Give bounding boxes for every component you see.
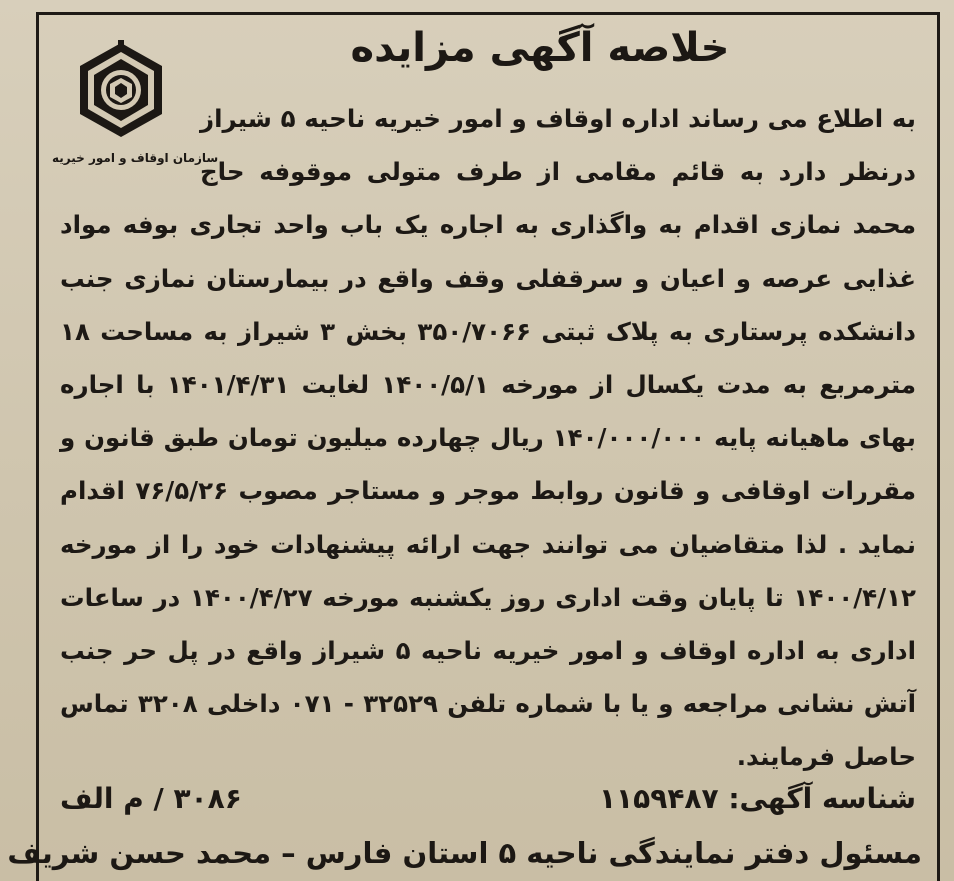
footer-signature: مسئول دفتر نمایندگی ناحیه ۵ استان فارس – محمد حسن شریف: [7, 836, 922, 870]
notice-body: [60, 92, 916, 784]
logo-spacer: [60, 92, 200, 192]
code-row: [60, 776, 916, 822]
reference-code: ۳۰۸۶ / م الف: [60, 782, 242, 815]
notice-body-text: به اطلاع می رساند اداره اوقاف و امور خیریه ناحیه ۵ شیراز درنظر دارد به قائم مقامی از طرف متولی موقوفه حاج محمد نمازی اقدام به واگذاری به اجاره یک باب واحد تجاری بوفه مواد غذایی عرصه و اعیان و سرقفلی وقف واقع در بیمارستان نمازی جنب دانشکده پرستاری به پلاک ثبتی ۳۵۰/۷۰۶۶ بخش ۳ شیراز به مساحت ۱۸ مترمربع به مدت یکسال از مورخه ۱۴۰۰/۵/۱ لغایت ۱۴۰۱/۴/۳۱ با اجاره بهای ماهیانه پایه ۱۴۰/۰۰۰/۰۰۰ ریال چهارده میلیون تومان طبق قانون و مقررات اوقافی و قانون روابط موجر و مستاجر مصوب ۷۶/۵/۲۶ اقدام نماید . لذا متقاضیان می توانند جهت ارائه پیشنهادات خود را از مورخه ۱۴۰۰/۴/۱۲ تا پایان وقت اداری روز یکشنبه مورخه ۱۴۰۰/۴/۲۷ در ساعات اداری به اداره اوقاف و امور خیریه ناحیه ۵ شیراز واقع در پل حر جنب آتش نشانی مراجعه و یا با شماره تلفن ۳۲۵۲۹ - ۰۷۱ داخلی ۳۲۰۸ تماس حاصل فرمایند.: [60, 104, 917, 772]
notice-title: خلاصه آگهی مزایده: [350, 25, 730, 71]
ad-code: شناسه آگهی: ۱۱۵۹۴۸۷: [598, 782, 916, 815]
logo-caption: سازمان اوقاف و امور خیریه: [52, 151, 219, 165]
